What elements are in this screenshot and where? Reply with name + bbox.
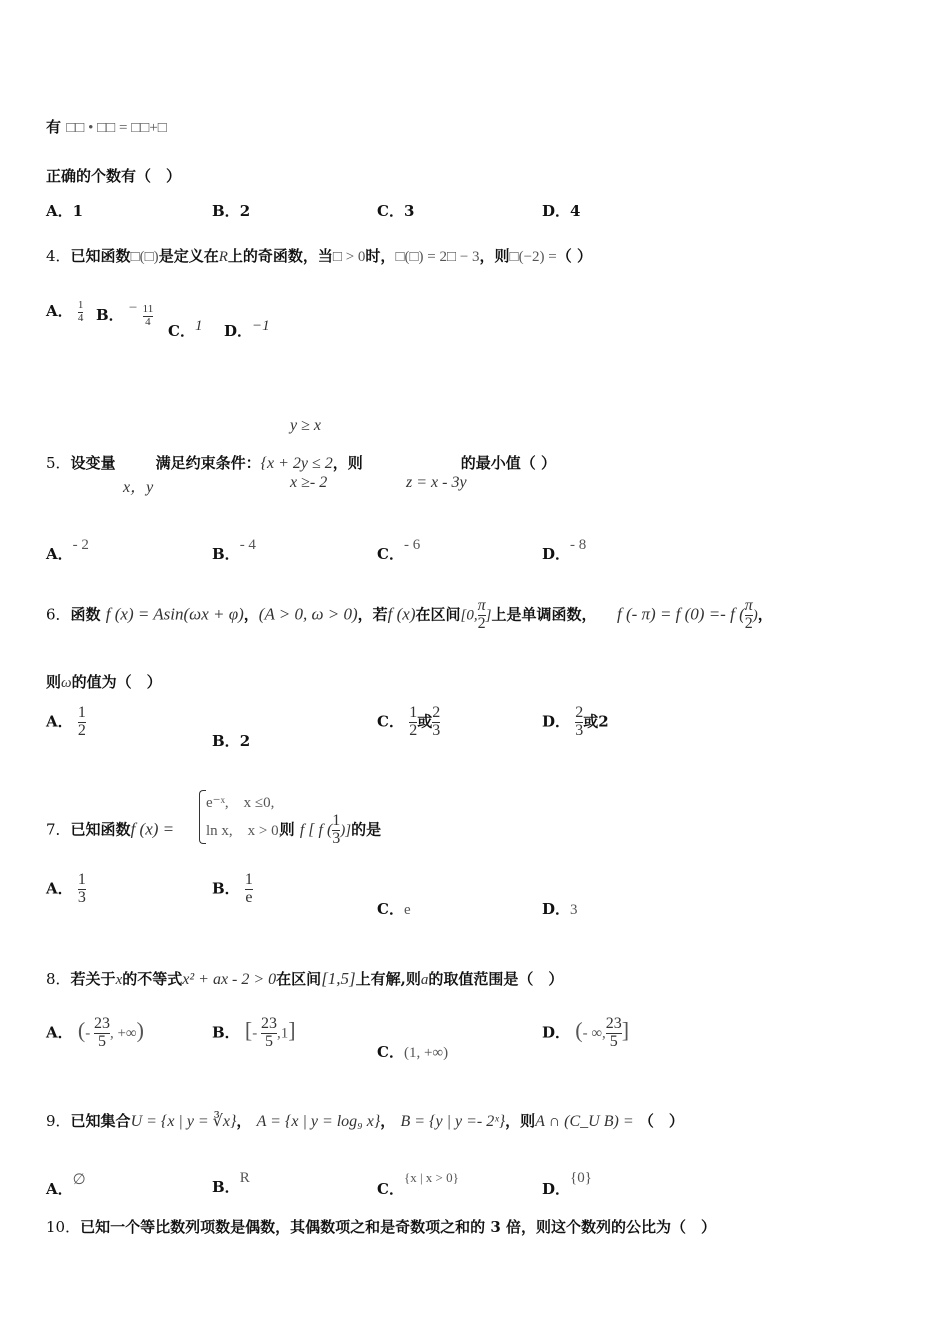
q6-option-a[interactable]: A． $\frac{1}{2}$: [46, 704, 86, 739]
q5-objective: z = x - 3y: [406, 474, 467, 491]
q10-stem: 10．已知一个等比数列项数是偶数，其偶数项之和是奇数项之和的 3 倍，则这个数列的公比为（ ）: [46, 1218, 716, 1236]
q7-brace: [199, 790, 206, 844]
q7-piece-2: ln x, x > 0,: [206, 823, 283, 839]
q5-constraint-3: x ≥- 2: [290, 474, 328, 491]
line-top-prefix: 有: [46, 118, 62, 136]
line-top-formula: □□ • □□ = □□+□: [66, 120, 167, 136]
q4-option-c[interactable]: C．1: [168, 318, 203, 340]
q3-option-a[interactable]: A．1: [46, 202, 84, 220]
q5-constraint-1: y ≥ x: [290, 417, 321, 434]
q7-piece-1: e⁻ˣ, x ≤0,: [206, 795, 275, 811]
q4-option-a[interactable]: A． $\frac{1}{4}$: [46, 299, 84, 324]
q3-option-d[interactable]: D．4: [542, 202, 581, 220]
q4-option-b[interactable]: B． − $\frac{11}{4}$: [96, 300, 154, 328]
q5-stem: 5．设变量 满足约束条件：{x + 2y ≤ 2，则 的最小值（ ）: [46, 454, 557, 472]
q9-stem: 9．已知集合U = {x | y = ∛x}， A = {x | y = log₉ x}， B = {y | y =- 2ˣ}，则A ∩ (C_U B) = （ ）: [46, 1112, 684, 1130]
q8-stem: 8．若关于x的不等式x² + ax - 2 > 0在区间[1,5]上有解,则a的取值范围是（ ）: [46, 969, 564, 988]
q6-stem: 6．函数 f (x) = Asin(ωx + φ)，(A > 0, ω > 0)，若f (x)在区间[0, $\frac{\pi}{2}$ ]上是单调函数， f (- π) = f (0) =- f ( $\frac{\pi}{2}$ )，: [46, 597, 773, 632]
q6-option-d[interactable]: D． $\frac{2}{3}$ 或2: [542, 704, 609, 739]
q4-option-d[interactable]: D．−1: [224, 318, 270, 340]
q7-option-b[interactable]: B． $\frac{1}{e}$: [212, 871, 253, 906]
q5-option-a[interactable]: A．- 2: [46, 537, 89, 563]
q6-question: 则ω的值为（ ）: [46, 673, 162, 691]
q6-option-b[interactable]: B．2: [212, 732, 251, 750]
q5-option-b[interactable]: B．- 4: [212, 537, 256, 563]
q9-option-d[interactable]: D．{0}: [542, 1170, 592, 1198]
line-top: [46, 116, 167, 137]
q3-option-c[interactable]: C．3: [377, 202, 415, 220]
q5-option-c[interactable]: C．- 6: [377, 537, 421, 563]
q5-option-d[interactable]: D．- 8: [542, 537, 587, 563]
q8-option-c[interactable]: C．(1, +∞): [377, 1043, 449, 1061]
q8-option-d[interactable]: D． (- ∞, $\frac{23}{5}$ ]: [542, 1015, 630, 1050]
q3-stem: 正确的个数有（ ）: [46, 167, 182, 185]
q7-stem: 7．已知函数f (x) = 则 f [ f ( $\frac{1}{3}$ )]的是: [46, 812, 382, 847]
q3-option-b[interactable]: B．2: [212, 202, 251, 220]
q9-option-b[interactable]: B．R: [212, 1170, 250, 1196]
q5-vars: x，y: [123, 479, 154, 496]
q7-option-c[interactable]: C．e: [377, 900, 411, 918]
q4-stem: 4．已知函数□(□)是定义在R上的奇函数，当□ > 0时，□(□) = 2□ − 3，则□(−2) =（ ）: [46, 247, 593, 265]
q7-option-d[interactable]: D．3: [542, 900, 578, 918]
q8-option-a[interactable]: A． (- $\frac{23}{5}$ , +∞): [46, 1015, 144, 1050]
q9-option-c[interactable]: C．{x | x > 0}: [377, 1170, 459, 1198]
q7-option-a[interactable]: A． $\frac{1}{3}$: [46, 871, 86, 906]
q8-option-b[interactable]: B． [- $\frac{23}{5}$ ,1]: [212, 1015, 296, 1050]
q6-option-c[interactable]: C． $\frac{1}{2}$ 或 $\frac{2}{3}$: [377, 704, 441, 739]
q9-option-a[interactable]: A．∅: [46, 1172, 86, 1198]
